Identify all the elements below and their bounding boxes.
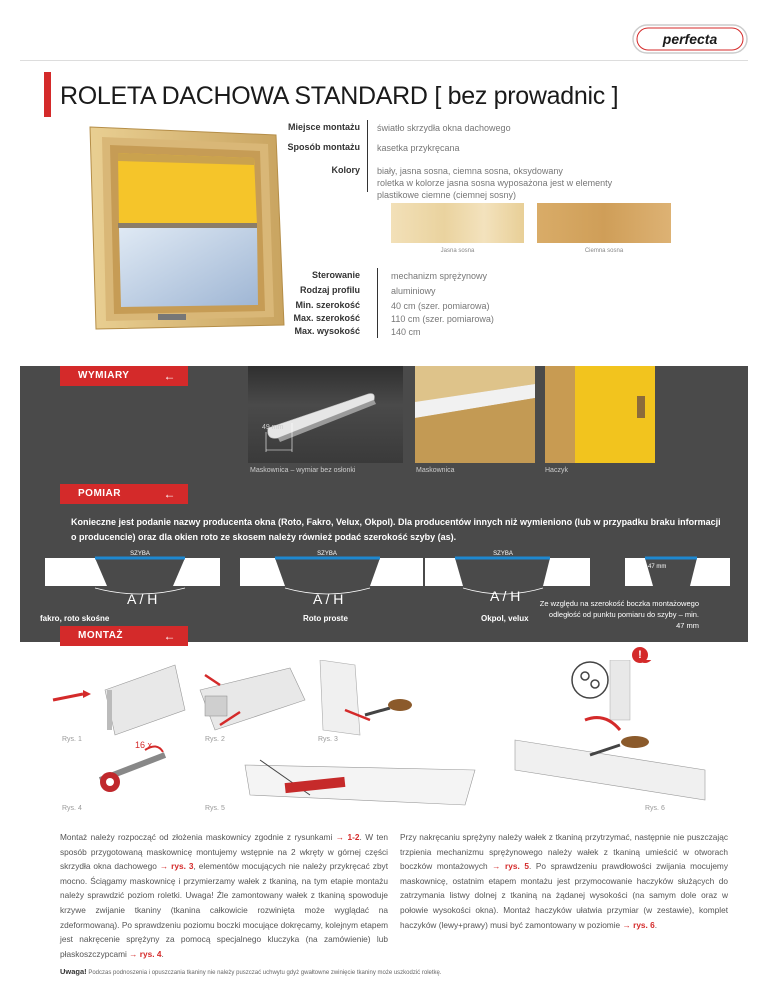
instructions-column-1: Montaż należy rozpocząć od złożenia maskownicy zgodnie z rysunkami → 1-2. W ten sposób przygotowaną maskownicę montujemy wstępnie na 2 wkręty w górnej części skrzydła okna dachowego → rys. 3, elementów mocujących nie należy przykręcać zbyt mocno. Ściągamy maskownicę i przymierzamy wałek z tkaniną, na tym etapie montażu należy sprawdzić poziom roletki. Uwaga! Źle zamontowany wałek z tkaniną spowoduje krzywe zwijanie tkaniny (tkanina całkowicie rozwinięta może wyglądać na zdeformowaną). Po sprawdzeniu poziomu boczki mocujące dokręcamy, kolejnym etapem jest nakręcenie sprężyny za pomocą specjalnego kluczyka (na zamówienie) lub płaskoszczypcami → rys. 4. — [60, 832, 389, 959]
figure-label-6: Rys. 6 — [645, 805, 665, 812]
arrow-left-icon: ← — [163, 487, 176, 501]
spec-value-colors: biały, jasna sosna, ciemna sosna, oksydowany roletka w kolorze jasna sosna wyposażona jest w elementy plastikowe ciemne (ciemnej sosny) — [377, 166, 613, 200]
caption-hook: Haczyk — [545, 467, 568, 474]
spec-label-max-width: Max. szerokość — [293, 313, 360, 323]
brand-logo — [632, 22, 748, 56]
svg-text:perfecta: perfecta — [662, 31, 718, 47]
ah-label-3: A / H — [490, 588, 521, 604]
section-tag-pomiar[interactable] — [60, 484, 188, 504]
figure-label-3: Rys. 3 — [318, 736, 338, 743]
spec-label-profile: Rodzaj profilu — [300, 285, 360, 295]
measurement-side-note: Ze względu na szerokość boczka montażowego odległość od punktu pomiaru do szyby – min. 47 mm — [539, 599, 699, 630]
glass-label-3: SZYBA — [493, 551, 513, 557]
section-tag-montaz[interactable] — [60, 626, 188, 646]
swatch-label-dark-pine: Ciemna sosna — [584, 248, 624, 254]
dimension-value: 49 mm — [262, 424, 284, 431]
glass-label-2: SZYBA — [317, 551, 337, 557]
spec-label-min-width: Min. szerokość — [295, 300, 360, 310]
spec-value-max-width: 110 cm (szer. pomiarowa) — [391, 314, 494, 324]
footnote-text: Podczas podnoszenia i opuszczania tkaniny nie należy puszczać uchwytu gdyż gwałtowne zwinięcie tkaniny może uszkodzić roletkę. — [88, 970, 442, 976]
spec-label-mounting-method: Sposób montażu — [287, 142, 360, 152]
section-label-pomiar: POMIAR — [78, 488, 121, 499]
min-distance-label: min. 47 mm — [635, 564, 667, 570]
glass-label-1: SZYBA — [130, 551, 150, 557]
spec-label-max-height: Max. wysokość — [294, 326, 360, 336]
swatch-light-pine — [391, 203, 524, 243]
warning-icon: ! — [632, 647, 648, 663]
spec-divider-bottom — [377, 268, 378, 338]
figure-label-2: Rys. 2 — [205, 736, 225, 743]
photo-cover — [415, 366, 535, 463]
spec-label-control: Sterowanie — [311, 270, 360, 280]
swatch-label-light-pine: Jasna sosna — [440, 248, 475, 254]
diagram-caption-roto: Roto proste — [303, 614, 348, 623]
spec-divider-top — [367, 120, 368, 192]
photo-cover-profile — [248, 366, 403, 463]
arrow-left-icon: ← — [163, 629, 176, 643]
header-divider — [20, 60, 748, 61]
caption-cover: Maskownica — [416, 467, 455, 474]
spec-value-max-height: 140 cm — [391, 327, 421, 337]
figure-label-4: Rys. 4 — [62, 805, 82, 812]
ah-label-1: A / H — [127, 591, 158, 607]
figure-label-5: Rys. 5 — [205, 805, 225, 812]
section-label-wymiary: WYMIARY — [78, 370, 130, 381]
section-label-montaz: MONTAŻ — [78, 630, 124, 641]
measurement-note: Konieczne jest podanie nazwy producenta okna (Roto, Fakro, Velux, Okpol). Dla producentów innych niż wymieniono (lub w przypadku braku informacji o producencie) oraz dla okien roto ze skosem należy również podać szerokość szyby (as). — [71, 517, 721, 542]
spec-label-colors: Kolory — [331, 165, 360, 175]
spec-label-mounting-place: Miejsce montażu — [287, 122, 360, 132]
spec-value-profile: aluminiowy — [391, 286, 436, 296]
title-accent-bar — [44, 72, 51, 117]
spec-value-mounting-method: kasetka przykręcana — [377, 143, 460, 153]
ah-label-2: A / H — [313, 591, 344, 607]
diagram-caption-fakro: fakro, roto skośne — [40, 614, 110, 623]
footnote-label: Uwaga! — [60, 967, 87, 976]
footnote — [60, 967, 442, 976]
instructions-column-2: Przy nakręcaniu sprężyny należy wałek z tkaniną przytrzymać, następnie nie puszczając trzpienia mechanizmu sprężynowego należy wałek z tkaniną umieścić w otworach boczków montażowych → rys. 5. Po sprawdzeniu prawdłowości zwijania mocujemy maskownicę, ostatnim etapem montażu jest przymocowanie haczyków służących do zatrzymania listwy dolnej z tkaniną na żądanej wysokości (na samym dole oraz w połowie wysokości okna). Montaż haczyków ułatwia przymiar (w zestawie), komplet haczyków (lewy+prawy) musi być zamontowany w poziomie → rys. 6. — [400, 832, 728, 930]
page-title: ROLETA DACHOWA STANDARD [ bez prowadnic ] — [60, 82, 619, 110]
spec-value-min-width: 40 cm (szer. pomiarowa) — [391, 301, 490, 311]
swatch-dark-pine — [537, 203, 671, 243]
photo-hook — [545, 366, 655, 463]
spec-value-control: mechanizm sprężynowy — [391, 271, 488, 281]
spec-value-mounting-place: światło skrzydła okna dachowego — [377, 123, 511, 133]
section-tag-wymiary[interactable] — [60, 366, 188, 386]
diagram-caption-okpol: Okpol, velux — [481, 614, 529, 623]
spring-turns-label: 16 x — [135, 740, 153, 750]
arrow-left-icon: ← — [163, 369, 176, 383]
figure-label-1: Rys. 1 — [62, 736, 82, 743]
caption-cover-profile: Maskownica – wymiar bez osłonki — [250, 467, 356, 474]
